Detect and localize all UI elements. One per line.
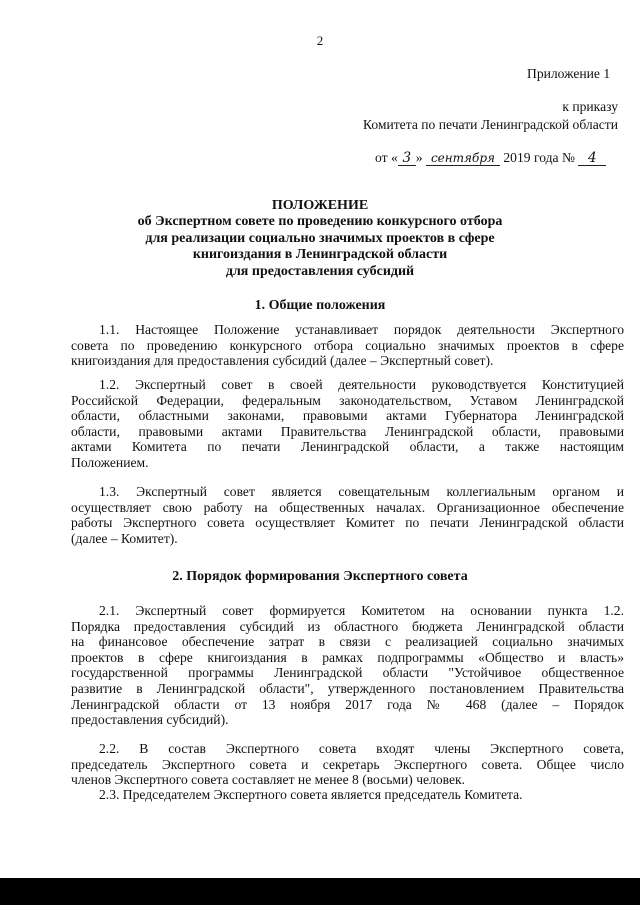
handwritten-order-number: 4 bbox=[578, 151, 606, 166]
text-line: Порядка предоставления субсидий из областного бюджета Ленинградской области bbox=[71, 618, 624, 634]
order-reference-line-1: к приказу bbox=[562, 99, 618, 114]
title-line: для реализации социально значимых проектов в сфере bbox=[145, 230, 495, 246]
text-line: осуществляет свою работу на общественных началах. Организационное обеспечение bbox=[71, 499, 624, 515]
paragraph-2-2 bbox=[71, 741, 624, 788]
title-line: книгоиздания в Ленинградской области bbox=[192, 247, 448, 263]
paragraph-1-1 bbox=[71, 322, 624, 369]
document-title bbox=[0, 198, 640, 280]
order-reference-line-2: Комитета по печати Ленинградской области bbox=[362, 117, 618, 132]
appendix-label: Приложение 1 bbox=[527, 66, 611, 81]
text-line: развитие в Ленинградской области", утвержденного постановлением Правительства bbox=[71, 680, 624, 696]
text-line: на финансовое обеспечение затрат в связи с реализацией социально значимых bbox=[71, 634, 624, 650]
section-heading-general: 1. Общие положения bbox=[254, 298, 386, 313]
text-line: совета по проведению конкурсного отбора социально значимых проектов в сфере bbox=[71, 337, 624, 353]
paragraph-2-1 bbox=[71, 603, 624, 728]
paragraph-1-3 bbox=[71, 484, 624, 546]
text-line: Ленинградской области от 13 ноября 2017 года № 468 (далее – Порядок bbox=[71, 696, 624, 712]
date-year: 2019 года № bbox=[499, 150, 579, 165]
text-line: 1.3. Экспертный совет является совещательным коллегиальным органом и bbox=[99, 484, 624, 499]
text-line: 2.3. Председателем Экспертного совета является председатель Комитета. bbox=[99, 787, 523, 802]
text-line: членов Экспертного совета составляет не менее 8 (восьми) человек. bbox=[71, 772, 466, 788]
paragraph-2-3 bbox=[71, 787, 624, 803]
text-line: области, областными законами, правовыми актами Губернатора Ленинградской bbox=[71, 408, 624, 424]
handwritten-month: сентября bbox=[426, 151, 500, 166]
scan-edge-bar bbox=[0, 878, 640, 905]
text-line: проектов в сфере книгоиздания в рамках подпрограммы «Общество и власть» bbox=[71, 649, 624, 665]
text-line: 2.2. В состав Экспертного совета входят члены Экспертного совета, bbox=[99, 741, 624, 756]
page-number: 2 bbox=[316, 33, 324, 48]
text-line: председатель Экспертного совета и секретарь Экспертного совета. Общее число bbox=[71, 756, 624, 772]
section-heading-formation: 2. Порядок формирования Экспертного совета bbox=[172, 569, 468, 584]
text-line: книгоиздания для предоставления субсидий (далее – Экспертный совет). bbox=[71, 353, 494, 369]
text-line: (далее – Комитет). bbox=[71, 530, 178, 546]
text-line: Российской Федерации, федеральным законодательством, Уставом Ленинградской bbox=[71, 392, 624, 408]
text-line: предоставления субсидий). bbox=[71, 712, 229, 728]
handwritten-day: 3 bbox=[398, 151, 416, 166]
text-line: Положением. bbox=[71, 454, 149, 470]
text-line: актами Комитета по печати Ленинградской области, а также настоящим bbox=[71, 439, 624, 455]
text-line: области, правовыми актами Правительства Ленинградской области, правовыми bbox=[71, 423, 624, 439]
order-date-line bbox=[375, 150, 606, 166]
date-prefix: от « bbox=[375, 150, 398, 165]
text-line: 1.2. Экспертный совет в своей деятельности руководствуется Конституцией bbox=[99, 377, 624, 392]
paragraph-1-2 bbox=[71, 377, 624, 471]
text-line: государственной программы Ленинградской области "Устойчивое общественное bbox=[71, 665, 624, 681]
text-line: 1.1. Настоящее Положение устанавливает порядок деятельности Экспертного bbox=[99, 322, 624, 337]
title-line: ПОЛОЖЕНИЕ bbox=[271, 198, 369, 213]
title-line: об Экспертном совете по проведению конкурсного отбора bbox=[137, 214, 503, 230]
title-line: для предоставления субсидий bbox=[225, 263, 415, 279]
text-line: работы Экспертного совета осуществляет Комитет по печати Ленинградской области bbox=[71, 515, 624, 531]
date-mid: » bbox=[415, 150, 426, 165]
text-line: 2.1. Экспертный совет формируется Комитетом на основании пункта 1.2. bbox=[99, 603, 624, 618]
